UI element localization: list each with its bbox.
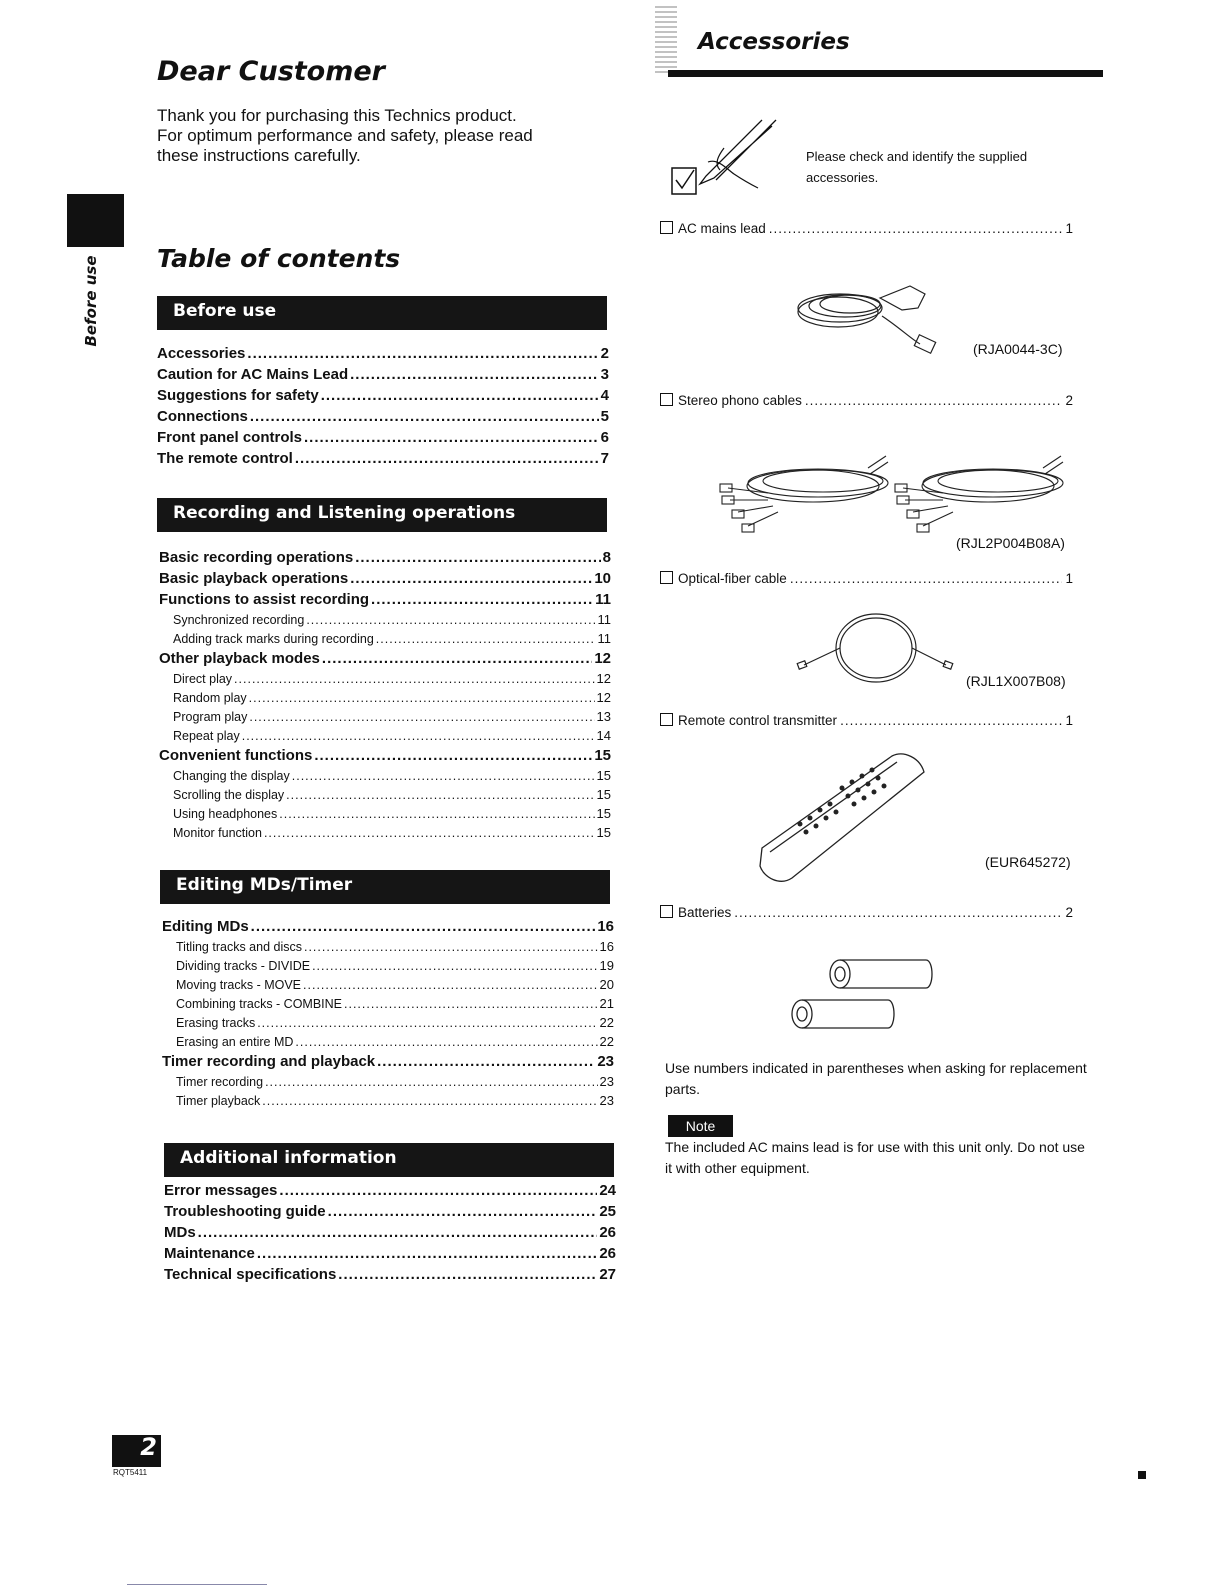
dot-leader [262, 1094, 597, 1108]
toc-entry-title: Adding track marks during recording [173, 632, 374, 646]
toc-entry-title: Timer recording and playback [162, 1053, 376, 1070]
toc-entry-page: 11 [597, 612, 611, 627]
checkbox-icon [660, 221, 673, 234]
toc-entry [162, 977, 614, 996]
toc-entry-page: 22 [599, 1015, 614, 1030]
dot-leader [251, 918, 596, 935]
dot-leader [328, 1203, 598, 1220]
toc-entry [159, 549, 611, 570]
toc-entry-page: 2 [600, 345, 609, 362]
toc-entry-page: 23 [599, 1093, 614, 1108]
toc-entry-title: Basic recording operations [159, 549, 354, 566]
toc-entry-page: 23 [597, 1053, 614, 1070]
toc-entry-page: 16 [597, 918, 614, 935]
toc-entry [159, 825, 611, 844]
dot-leader [257, 1016, 597, 1030]
toc-entry-page: 6 [600, 429, 609, 446]
toc-entry-title: Timer playback [176, 1094, 261, 1108]
toc-entry [162, 1053, 614, 1074]
note-badge: Note [668, 1115, 733, 1137]
dot-leader [344, 997, 598, 1011]
toc-entry-page: 23 [599, 1074, 614, 1089]
battery-illustration [788, 956, 938, 1046]
toc-entry-page: 8 [602, 549, 611, 566]
toc-section-editing [162, 918, 614, 1112]
toc-entry-page: 15 [596, 768, 611, 783]
toc-entry-page: 7 [600, 450, 609, 467]
accessory-row-ac-lead: AC mains lead ..... 1 [660, 220, 1073, 236]
toc-entry-page: 14 [596, 728, 611, 743]
toc-entry-title: Moving tracks - MOVE [176, 978, 302, 992]
dot-leader [314, 747, 592, 764]
toc-entry [159, 591, 611, 612]
part-number: (RJA0044-3C) [973, 341, 1063, 357]
dot-leader [279, 807, 594, 821]
toc-entry [162, 939, 614, 958]
toc-entry [159, 570, 611, 591]
toc-entry-page: 15 [596, 825, 611, 840]
toc-entry-page: 5 [600, 408, 609, 425]
dot-leader [377, 1053, 595, 1070]
toc-entry [159, 709, 611, 728]
toc-entry [157, 450, 609, 471]
checkbox-icon [660, 393, 673, 406]
toc-entry [159, 768, 611, 787]
toc-entry-title: Accessories [157, 345, 246, 362]
page-number: 2 [140, 1433, 157, 1461]
section-tab-texture [655, 6, 677, 76]
toc-entry-title: Using headphones [173, 807, 278, 821]
toc-entry-page: 12 [594, 650, 611, 667]
toc-entry-page: 25 [599, 1203, 616, 1220]
toc-entry [159, 631, 611, 650]
toc-entry [159, 671, 611, 690]
toc-entry-title: Scrolling the display [173, 788, 285, 802]
intro-line: Thank you for purchasing this Technics product. [157, 106, 517, 125]
section-header-before-use: Before use [157, 296, 607, 330]
part-number: (RJL1X007B08) [966, 673, 1066, 689]
toc-entry-page: 19 [599, 958, 614, 973]
toc-entry-title: Functions to assist recording [159, 591, 370, 608]
toc-entry-page: 21 [599, 996, 614, 1011]
document-code: RQT5411 [113, 1468, 148, 1477]
toc-entry-title: Erasing tracks [176, 1016, 256, 1030]
dot-leader [265, 1075, 597, 1089]
toc-title: Table of contents [157, 244, 401, 273]
toc-entry [159, 728, 611, 747]
dot-leader [350, 366, 599, 383]
toc-entry-page: 20 [599, 977, 614, 992]
toc-entry [159, 787, 611, 806]
dot-leader [371, 591, 593, 608]
section-header-additional: Additional information [164, 1143, 614, 1177]
toc-entry-title: MDs [164, 1224, 196, 1241]
toc-entry-page: 15 [596, 806, 611, 821]
toc-entry-page: 11 [597, 631, 611, 646]
toc-entry [162, 1093, 614, 1112]
dot-leader [303, 978, 598, 992]
part-number: (EUR645272) [985, 854, 1071, 870]
dot-leader [242, 729, 595, 743]
toc-entry-page: 10 [594, 570, 611, 587]
dot-leader [338, 1266, 597, 1283]
accessory-row-remote: Remote control transmitter ..... 1 [660, 712, 1073, 728]
section-tab-marker [67, 194, 124, 247]
accessory-row-phono: Stereo phono cables ..... 2 [660, 392, 1073, 408]
toc-entry-title: Program play [173, 710, 248, 724]
dot-leader [355, 549, 600, 566]
dot-leader [279, 1182, 597, 1199]
toc-entry-title: Combining tracks - COMBINE [176, 997, 343, 1011]
toc-entry-page: 13 [596, 709, 611, 724]
toc-entry-page: 27 [599, 1266, 616, 1283]
toc-entry-page: 3 [600, 366, 609, 383]
toc-entry [159, 806, 611, 825]
phono-cables-illustration [718, 448, 1068, 543]
ac-lead-illustration [790, 268, 950, 358]
toc-entry [162, 1074, 614, 1093]
toc-entry-title: Dividing tracks - DIVIDE [176, 959, 311, 973]
toc-entry-page: 24 [599, 1182, 616, 1199]
toc-entry-page: 4 [600, 387, 609, 404]
toc-section-recording [159, 549, 611, 844]
toc-entry [164, 1182, 616, 1203]
toc-entry [159, 690, 611, 709]
dot-leader [234, 672, 594, 686]
dot-leader [350, 570, 592, 587]
toc-entry-title: Caution for AC Mains Lead [157, 366, 349, 383]
toc-entry-page: 26 [599, 1224, 616, 1241]
toc-entry-title: Synchronized recording [173, 613, 305, 627]
toc-entry-title: Editing MDs [162, 918, 249, 935]
intro-text [157, 106, 617, 166]
dot-leader [249, 691, 595, 705]
dot-leader [304, 429, 599, 446]
intro-line: these instructions carefully. [157, 146, 361, 165]
part-number: (RJL2P004B08A) [956, 535, 1065, 551]
dot-leader [257, 1245, 597, 1262]
title-rule [668, 70, 1103, 77]
toc-entry-title: Monitor function [173, 826, 262, 840]
toc-entry [157, 408, 609, 429]
toc-entry-page: 22 [599, 1034, 614, 1049]
toc-entry-title: Troubleshooting guide [164, 1203, 326, 1220]
remote-illustration [752, 748, 932, 888]
toc-entry [162, 1034, 614, 1053]
toc-entry [157, 387, 609, 408]
toc-entry-title: Erasing an entire MD [176, 1035, 294, 1049]
toc-entry-title: Titling tracks and discs [176, 940, 302, 954]
dot-leader [376, 632, 596, 646]
toc-entry [159, 612, 611, 631]
side-tab-label: Before use [82, 255, 100, 347]
toc-entry [157, 366, 609, 387]
toc-entry-title: Convenient functions [159, 747, 313, 764]
toc-entry-page: 16 [599, 939, 614, 954]
toc-entry-page: 11 [595, 591, 611, 608]
accessories-title: Accessories [698, 29, 850, 55]
dot-leader [306, 613, 595, 627]
section-header-editing: Editing MDs/Timer [160, 870, 610, 904]
toc-entry-title: Front panel controls [157, 429, 303, 446]
dot-leader [247, 345, 598, 362]
intro-line: For optimum performance and safety, please read [157, 126, 533, 145]
use-numbers-text: Use numbers indicated in parentheses when asking for replacement parts. [665, 1060, 1087, 1097]
dear-customer-title: Dear Customer [157, 56, 385, 87]
toc-section-before-use [157, 345, 609, 471]
toc-entry-title: Error messages [164, 1182, 278, 1199]
dot-leader [198, 1224, 598, 1241]
corner-mark [1138, 1471, 1146, 1479]
toc-entry [157, 429, 609, 450]
toc-entry [162, 996, 614, 1015]
checkbox-icon [660, 713, 673, 726]
accessory-row-optical: Optical-fiber cable ..... 1 [660, 570, 1073, 586]
toc-entry [164, 1224, 616, 1245]
note-text: The included AC mains lead is for use with this unit only. Do not use it with other equipment. [665, 1139, 1085, 1176]
toc-entry-page: 12 [596, 671, 611, 686]
toc-entry-title: Basic playback operations [159, 570, 349, 587]
optical-cable-illustration [796, 610, 956, 690]
dot-leader [286, 788, 594, 802]
dot-leader [321, 387, 599, 404]
toc-entry [164, 1266, 616, 1287]
toc-entry-page: 15 [596, 787, 611, 802]
dot-leader [304, 940, 598, 954]
dot-leader [264, 826, 595, 840]
toc-entry-title: Other playback modes [159, 650, 320, 667]
toc-entry [164, 1245, 616, 1266]
dot-leader [292, 769, 595, 783]
check-message: Please check and identify the supplied accessories. [806, 149, 1028, 185]
pen-check-icon [668, 118, 788, 203]
toc-entry [159, 650, 611, 671]
toc-entry-title: The remote control [157, 450, 293, 467]
toc-entry-title: Changing the display [173, 769, 290, 783]
accessory-row-batteries: Batteries ..... 2 [660, 904, 1073, 920]
dot-leader [322, 650, 592, 667]
toc-entry [164, 1203, 616, 1224]
section-header-recording: Recording and Listening operations [157, 498, 607, 532]
toc-entry-title: Random play [173, 691, 247, 705]
toc-entry-title: Technical specifications [164, 1266, 337, 1283]
toc-entry-title: Suggestions for safety [157, 387, 319, 404]
dot-leader [250, 408, 599, 425]
dot-leader [249, 710, 594, 724]
toc-entry-title: Timer recording [176, 1075, 264, 1089]
toc-entry [162, 958, 614, 977]
toc-entry-title: Repeat play [173, 729, 240, 743]
toc-entry [162, 1015, 614, 1034]
checkbox-icon [660, 905, 673, 918]
dot-leader [295, 450, 599, 467]
toc-entry-title: Connections [157, 408, 248, 425]
toc-entry-page: 15 [594, 747, 611, 764]
dot-leader [295, 1035, 597, 1049]
toc-entry-title: Direct play [173, 672, 233, 686]
checkbox-icon [660, 571, 673, 584]
toc-entry-page: 12 [596, 690, 611, 705]
toc-entry [157, 345, 609, 366]
toc-section-additional [164, 1182, 616, 1287]
toc-entry [159, 747, 611, 768]
toc-entry-title: Maintenance [164, 1245, 255, 1262]
toc-entry [162, 918, 614, 939]
dot-leader [312, 959, 597, 973]
toc-entry-page: 26 [599, 1245, 616, 1262]
